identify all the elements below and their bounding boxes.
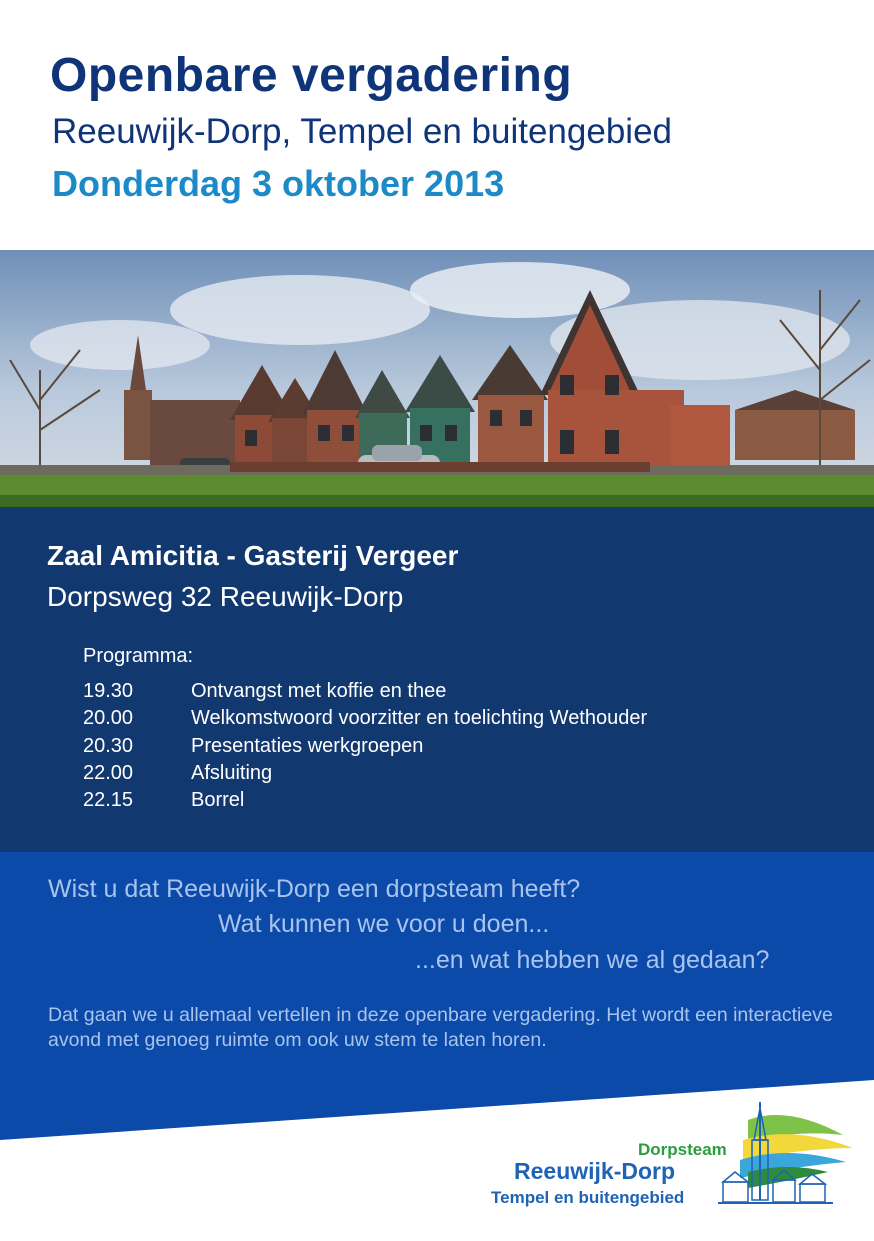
program-description: Afsluiting [191,762,273,784]
program-description: Presentaties werkgroepen [191,735,424,757]
program-title: Programma: [83,645,194,667]
question-dorpsteam: Wist u dat Reeuwijk-Dorp een dorpsteam heeft? [48,875,581,903]
program-description: Borrel [191,789,245,811]
question-what-have-we-done: ...en wat hebben we al gedaan? [415,946,770,974]
logo-tagline: Tempel en buitengebied [491,1188,685,1207]
venue-name: Zaal Amicitia - Gasterij Vergeer [47,540,459,571]
body-paragraph: Dat gaan we u allemaal vertellen in deze openbare vergadering. Het wordt een interactieve avond met genoeg ruimte om ook uw stem te laten horen. [48,1004,833,1051]
event-date: Donderdag 3 oktober 2013 [52,163,505,204]
program-time: 19.30 [83,680,134,702]
program-time: 20.00 [83,707,134,729]
church-flag-icon [718,1100,858,1212]
program-description: Ontvangst met koffie en thee [191,680,447,702]
program-time: 22.00 [83,762,134,784]
program-description: Welkomstwoord voorzitter en toelichting Wethouder [191,707,648,729]
venue-address: Dorpsweg 32 Reeuwijk-Dorp [47,581,404,612]
program-time: 22.15 [83,789,134,811]
logo-village-name: Reeuwijk-Dorp [514,1158,676,1184]
dorpsteam-logo [488,1100,858,1220]
logo-dorpsteam-text: Dorpsteam [638,1140,727,1159]
page-subtitle: Reeuwijk-Dorp, Tempel en buitengebied [52,112,673,151]
program-time: 20.30 [83,735,134,757]
page-title: Openbare vergadering [50,49,573,102]
question-what-can-we-do: Wat kunnen we voor u doen... [218,910,550,938]
